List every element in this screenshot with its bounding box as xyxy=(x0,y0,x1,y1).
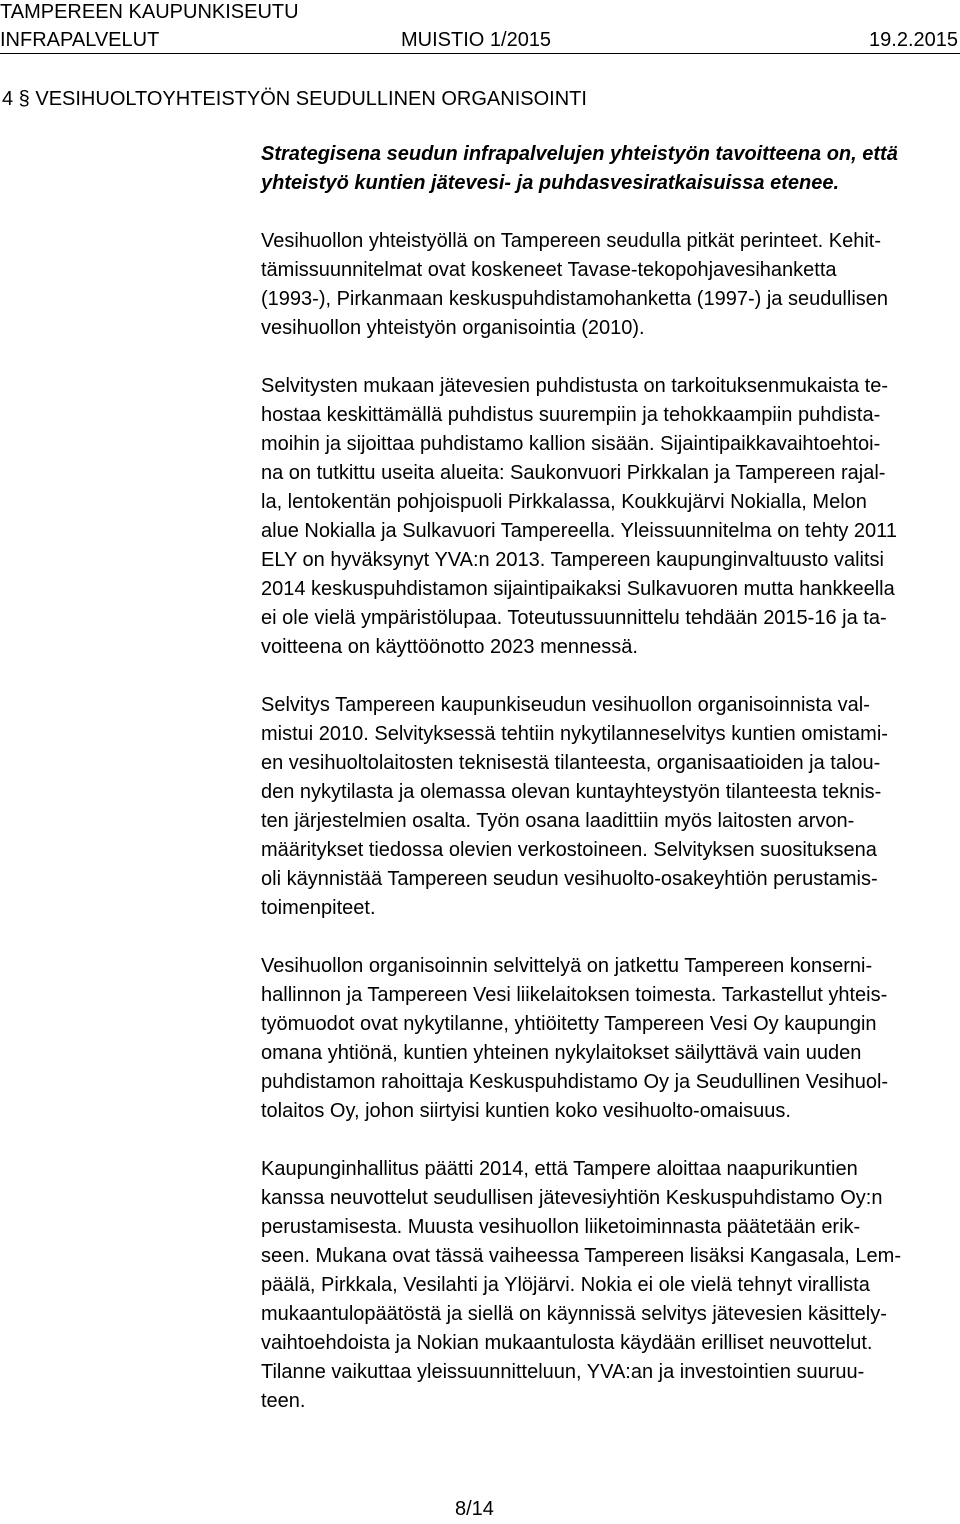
lead-line: yhteistyö kuntien jätevesi- ja puhdasvesiratkaisuissa etenee. xyxy=(261,172,840,194)
paragraph-line: vaihtoehdoista ja Nokian mukaantulosta käydään erilliset neuvottelut. xyxy=(261,1332,873,1354)
paragraph-line: tolaitos Oy, johon siirtyisi kuntien koko vesihuolto-omaisuus. xyxy=(261,1100,791,1122)
paragraph-line: omana yhtiönä, kuntien yhteinen nykylaitokset säilyttävä vain uuden xyxy=(261,1042,862,1064)
paragraph-line: den nykytilasta ja olemassa olevan kuntayhteystyön tilanteesta teknis- xyxy=(261,781,882,803)
paragraph-line: vesihuollon yhteistyön organisointia (2010). xyxy=(261,317,645,339)
page-header xyxy=(0,0,960,52)
paragraph-cooperation-models xyxy=(261,952,951,1126)
header-department: INFRAPALVELUT xyxy=(0,29,160,51)
paragraph-line: Kaupunginhallitus päätti 2014, että Tampere aloittaa naapurikuntien xyxy=(261,1158,858,1180)
paragraph-line: toimenpiteet. xyxy=(261,897,376,919)
paragraph-line: Tilanne vaikuttaa yleissuunnitteluun, YVA:an ja investointien suuruu- xyxy=(261,1361,865,1383)
paragraph-line: mukaantulopäätöstä ja siellä on käynnissä selvitys jätevesien käsittely- xyxy=(261,1303,887,1325)
paragraph-line: päälä, Pirkkala, Vesilahti ja Ylöjärvi. Nokia ei ole vielä tehnyt virallista xyxy=(261,1274,870,1296)
header-document-id: MUISTIO 1/2015 xyxy=(401,29,552,51)
lead-statement xyxy=(261,140,951,198)
paragraph-treatment-plant xyxy=(261,372,951,662)
document-body xyxy=(261,140,951,1445)
paragraph-council-decision xyxy=(261,1155,951,1416)
paragraph-line: teen. xyxy=(261,1390,306,1412)
paragraph-line: oli käynnistää Tampereen seudun vesihuolto-osakeyhtiön perustamis- xyxy=(261,868,878,890)
paragraph-organisation-study xyxy=(261,691,951,923)
paragraph-line: seen. Mukana ovat tässä vaiheessa Tampereen lisäksi Kangasala, Lem- xyxy=(261,1245,901,1267)
paragraph-line: ten järjestelmien osalta. Työn osana laadittiin myös laitosten arvon- xyxy=(261,810,855,832)
paragraph-line: na on tutkittu useita alueita: Saukonvuori Pirkkalan ja Tampereen rajal- xyxy=(261,462,886,484)
header-rule xyxy=(0,53,960,54)
paragraph-line: (1993-), Pirkanmaan keskuspuhdistamohanketta (1997-) ja seudullisen xyxy=(261,288,889,310)
header-date: 19.2.2015 xyxy=(869,29,958,51)
paragraph-line: määritykset tiedossa olevien verkostoineen. Selvityksen suosituksena xyxy=(261,839,877,861)
paragraph-line: 2014 keskuspuhdistamon sijaintipaikaksi Sulkavuoren mutta hankkeella xyxy=(261,578,895,600)
paragraph-line: tämissuunnitelmat ovat koskeneet Tavase-tekopohjavesihanketta xyxy=(261,259,837,281)
paragraph-line: hostaa keskittämällä puhdistus suurempiin ja tehokkaampiin puhdista- xyxy=(261,404,881,426)
paragraph-line: hallinnon ja Tampereen Vesi liikelaitoksen toimesta. Tarkastellut yhteis- xyxy=(261,984,888,1006)
section-title: 4 § VESIHUOLTOYHTEISTYÖN SEUDULLINEN ORGANISOINTI xyxy=(2,88,587,110)
paragraph-line: alue Nokialla ja Sulkavuori Tampereella. Yleissuunnitelma on tehty 2011 xyxy=(261,520,897,542)
paragraph-line: Vesihuollon yhteistyöllä on Tampereen seudulla pitkät perinteet. Kehit- xyxy=(261,230,882,252)
paragraph-line: kanssa neuvottelut seudullisen jätevesiyhtiön Keskuspuhdistamo Oy:n xyxy=(261,1187,883,1209)
paragraph-line: voitteena on käyttöönotto 2023 mennessä. xyxy=(261,636,638,658)
paragraph-line: puhdistamon rahoittaja Keskuspuhdistamo Oy ja Seudullinen Vesihuol- xyxy=(261,1071,889,1093)
paragraph-line: ELY on hyväksynyt YVA:n 2013. Tampereen kaupunginvaltuusto valitsi xyxy=(261,549,884,571)
paragraph-line: ei ole vielä ympäristölupaa. Toteutussuunnittelu tehdään 2015-16 ja ta- xyxy=(261,607,887,629)
paragraph-line: Vesihuollon organisoinnin selvittelyä on jatkettu Tampereen konserni- xyxy=(261,955,873,977)
paragraph-line: mistui 2010. Selvityksessä tehtiin nykytilanneselvitys kuntien omistami- xyxy=(261,723,888,745)
paragraph-line: Selvitys Tampereen kaupunkiseudun vesihuollon organisoinnista val- xyxy=(261,694,870,716)
paragraph-line: Selvitysten mukaan jätevesien puhdistusta on tarkoituksenmukaista te- xyxy=(261,375,889,397)
paragraph-line: moihin ja sijoittaa puhdistamo kallion sisään. Sijaintipaikkavaihtoehtoi- xyxy=(261,433,881,455)
paragraph-line: työmuodot ovat nykytilanne, yhtiöitetty Tampereen Vesi Oy kaupungin xyxy=(261,1013,877,1035)
paragraph-line: en vesihuoltolaitosten teknisestä tilanteesta, organisaatioiden ja talou- xyxy=(261,752,881,774)
paragraph-line: la, lentokentän pohjoispuoli Pirkkalassa, Koukkujärvi Nokialla, Melon xyxy=(261,491,867,513)
page-number: 8/14 xyxy=(455,1498,494,1520)
lead-line: Strategisena seudun infrapalvelujen yhteistyön tavoitteena on, että xyxy=(261,143,898,165)
paragraph-history xyxy=(261,227,951,343)
header-organization: TAMPEREEN KAUPUNKISEUTU xyxy=(0,1,299,23)
paragraph-line: perustamisesta. Muusta vesihuollon liiketoiminnasta päätetään erik- xyxy=(261,1216,861,1238)
